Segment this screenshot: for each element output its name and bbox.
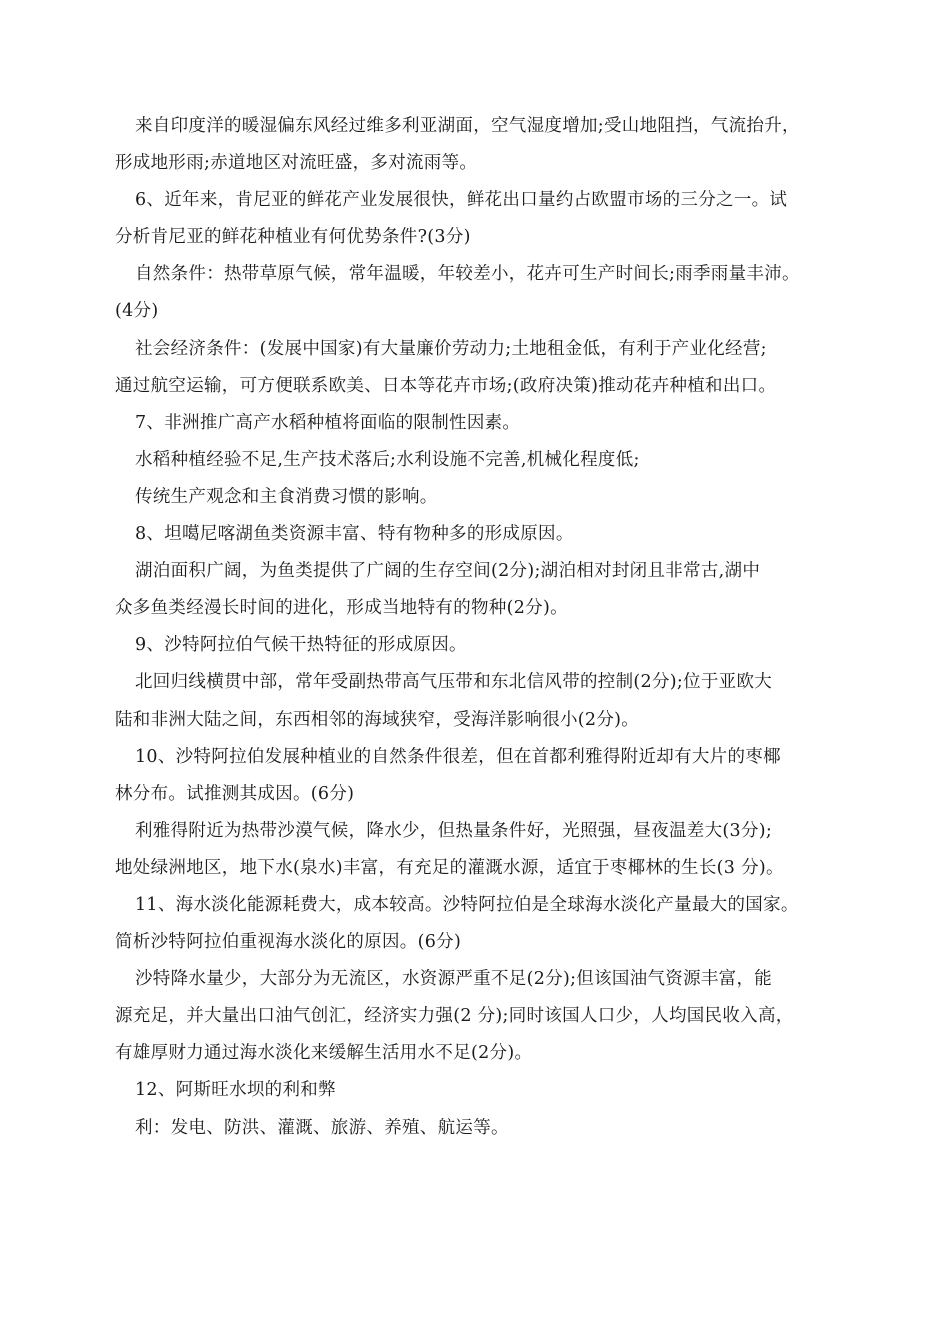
text-line: 陆和非洲大陆之间，东西相邻的海域狭窄，受海洋影响很小(2分)。	[115, 709, 640, 730]
text-line: 6、近年来，肯尼亚的鲜花产业发展很快，鲜花出口量约占欧盟市场的三分之一。试	[135, 190, 788, 211]
text-line: 7、非洲推广高产水稻种植将面临的限制性因素。	[135, 412, 521, 433]
text-line: 8、坦噶尼喀湖鱼类资源丰富、特有物种多的形成原因。	[135, 524, 574, 545]
text-line: 来自印度洋的暖湿偏东风经过维多利亚湖面，空气湿度增加;受山地阻挡，气流抬升，	[135, 116, 800, 136]
text-line: 湖泊面积广阔，为鱼类提供了广阔的生存空间(2分);湖泊相对封闭且非常古,湖中	[135, 561, 761, 582]
text-line: 利：发电、防洪、灌溉、旅游、养殖、航运等。	[135, 1117, 509, 1138]
text-line: 10、沙特阿拉伯发展种植业的自然条件很差，但在首都利雅得附近却有大片的枣椰	[135, 746, 781, 767]
text-line: 形成地形雨;赤道地区对流旺盛，多对流雨等。	[115, 153, 478, 174]
text-line: 简析沙特阿拉伯重视海水淡化的原因。(6分)	[115, 932, 462, 953]
text-line: 传统生产观念和主食消费习惯的影响。	[135, 486, 438, 507]
text-line: 分析肯尼亚的鲜花种植业有何优势条件?(3分)	[115, 227, 471, 248]
text-line: 社会经济条件：(发展中国家)有大量廉价劳动力;土地租金低，有利于产业化经营;	[135, 338, 767, 359]
text-line: (4分)	[115, 301, 159, 322]
text-line: 林分布。试推测其成因。(6分)	[115, 783, 355, 804]
text-line: 北回归线横贯中部，常年受副热带高气压带和东北信风带的控制(2分);位于亚欧大	[135, 672, 773, 693]
text-line: 9、沙特阿拉伯气候干热特征的形成原因。	[135, 635, 467, 656]
text-line: 有雄厚财力通过海水淡化来缓解生活用水不足(2分)。	[115, 1043, 533, 1064]
text-line: 水稻种植经验不足,生产技术落后;水利设施不完善,机械化程度低;	[135, 449, 640, 470]
text-line: 11、海水淡化能源耗费大，成本较高。沙特阿拉伯是全球海水淡化产量最大的国家。	[135, 894, 799, 915]
text-line: 地处绿洲地区，地下水(泉水)丰富，有充足的灌溉水源，适宜于枣椰林的生长(3 分)。	[115, 857, 784, 878]
document-body	[115, 108, 850, 1147]
text-line: 自然条件：热带草原气候，常年温暖，年较差小，花卉可生产时间长;雨季雨量丰沛。	[135, 264, 800, 285]
text-line: 12、阿斯旺水坝的利和弊	[135, 1080, 336, 1101]
text-line: 利雅得附近为热带沙漠气候，降水少，但热量条件好，光照强，昼夜温差大(3分);	[135, 820, 773, 841]
text-line: 沙特降水量少，大部分为无流区，水资源严重不足(2分);但该国油气资源丰富，能	[135, 969, 773, 990]
text-line: 众多鱼类经漫长时间的进化，形成当地特有的物种(2分)。	[115, 598, 568, 619]
text-line: 通过航空运输，可方便联系欧美、日本等花卉市场;(政府决策)推动花卉种植和出口。	[115, 375, 777, 396]
text-line: 源充足，并大量出口油气创汇，经济实力强(2 分);同时该国人口少，人均国民收入高，	[115, 1006, 794, 1027]
